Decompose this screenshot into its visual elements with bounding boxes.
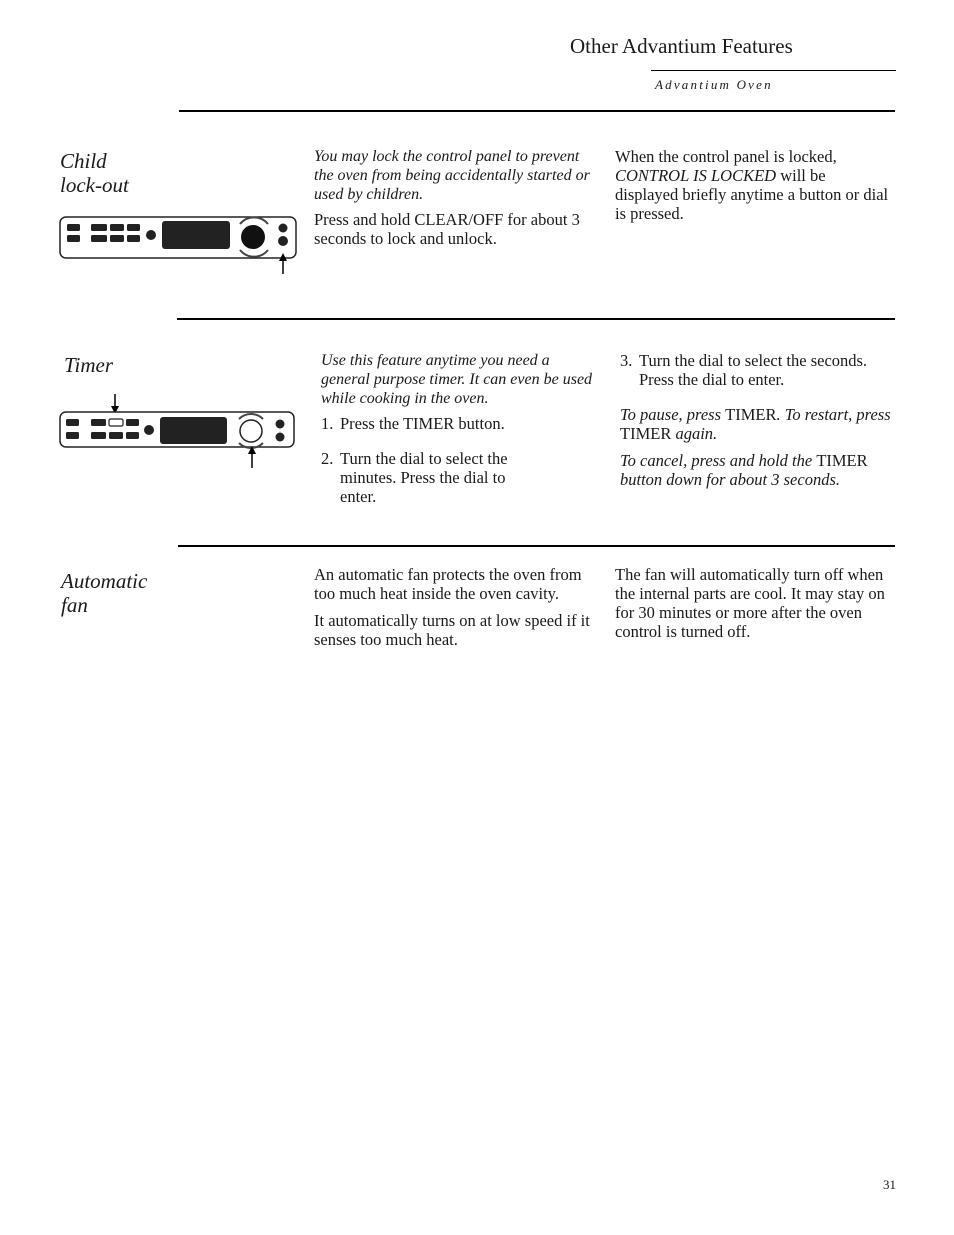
timer-steps-list-continued: [620, 351, 895, 389]
child-lockout-instruction: Press and hold CLEAR/OFF for about 3 seconds to lock and unlock.: [314, 210, 580, 248]
child-lockout-column-1: [314, 147, 597, 256]
fan-column-1: [314, 565, 600, 657]
fan-paragraph-3: The fan will automatically turn off when the internal parts are cool. It may stay on for 30 minutes or more after the oven control is turned off.: [615, 565, 885, 641]
timer-intro: Use this feature anytime you need a general purpose timer. It can even be used while cooking in the oven.: [321, 352, 593, 407]
timer-steps-list: [321, 414, 597, 506]
timer-cancel-note: To cancel, press and hold the TIMER button down for about 3 seconds.: [620, 451, 868, 489]
fan-paragraph-2: It automatically turns on at low speed if it senses too much heat.: [314, 611, 590, 649]
timer-step: 1. Press the TIMER button.: [321, 414, 505, 433]
page-header-title: Other Advantium Features: [570, 34, 793, 58]
control-panel-illustration-timer: [58, 390, 303, 472]
control-panel-illustration-lockout: [58, 210, 303, 280]
fan-paragraph-1: An automatic fan protects the oven from too much heat inside the oven cavity.: [314, 565, 582, 603]
section-title-fan: Automatic fan: [61, 569, 148, 617]
timer-column-1: [321, 351, 597, 522]
section-rule-fan: [178, 545, 895, 547]
section-rule-timer: [177, 318, 895, 320]
child-lockout-locked-note: When the control panel is locked, CONTROL IS LOCKED will be displayed briefly anytime a button or dial is pressed.: [615, 147, 889, 223]
page-number: 31: [883, 1177, 896, 1192]
timer-column-2: [620, 351, 895, 497]
child-lockout-column-2: [615, 147, 890, 231]
timer-step: 3. Turn the dial to select the seconds. Press the dial to enter.: [620, 351, 868, 389]
section-title-timer: Timer: [64, 353, 114, 377]
fan-column-2: [615, 565, 890, 649]
section-title-child-lockout: Child lock-out: [60, 149, 129, 197]
timer-step: 2. Turn the dial to select the minutes. Press the dial to enter.: [321, 449, 508, 506]
section-rule-child-lockout: [179, 110, 895, 112]
page-header-subtitle: Advantium Oven: [655, 77, 773, 92]
child-lockout-intro: You may lock the control panel to prevent the oven from being accidentally started or used by children.: [314, 148, 590, 203]
timer-pause-note: To pause, press TIMER. To restart, press TIMER again.: [620, 405, 891, 443]
header-rule: [651, 70, 896, 71]
